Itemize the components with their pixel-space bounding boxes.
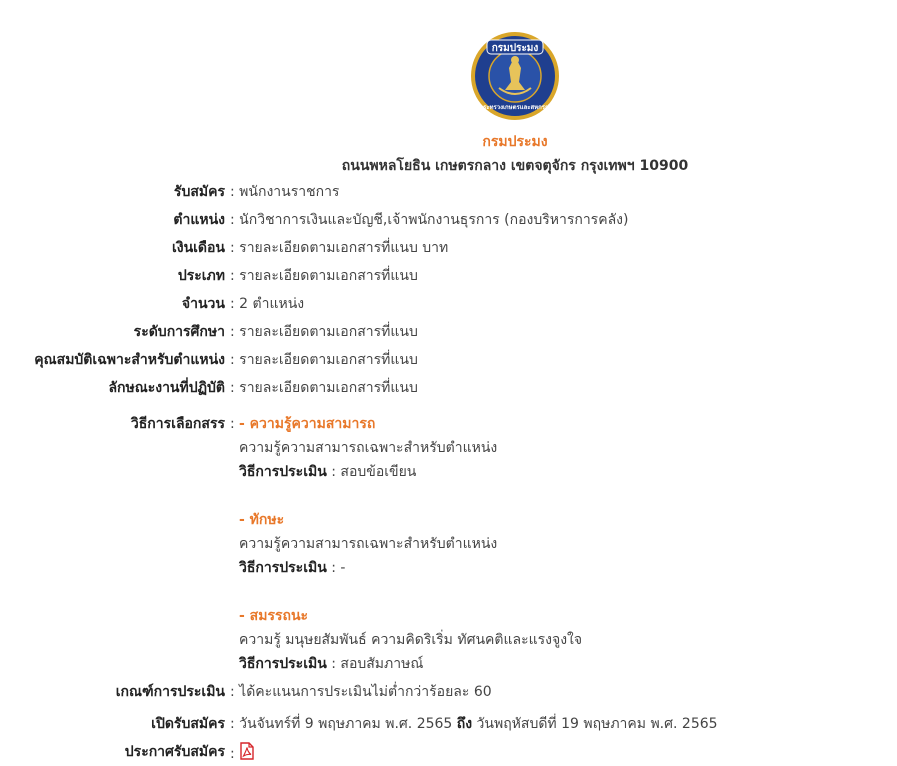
criteria-label: เกณฑ์การประเมิน: [115, 684, 225, 700]
separator: :: [230, 324, 240, 340]
assessment-method-label: วิธีการประเมิน: [239, 656, 327, 672]
application-period-row: [0, 714, 897, 734]
field-salary: [0, 238, 897, 258]
field-qualification-label: คุณสมบัติเฉพาะสำหรับตำแหน่ง: [34, 352, 225, 368]
field-salary-value: รายละเอียดตามเอกสารที่แนบ บาท: [239, 240, 449, 256]
field-education-label: ระดับการศึกษา: [133, 324, 225, 340]
selection-item-description: ความรู้ความสามารถเฉพาะสำหรับตำแหน่ง: [239, 440, 498, 456]
announcement-label: ประกาศรับสมัคร: [124, 744, 225, 760]
assessment-method-label: วิธีการประเมิน: [239, 464, 327, 480]
logo-seal: [469, 30, 561, 122]
separator: :: [230, 268, 240, 284]
separator: :: [230, 296, 240, 312]
selection-item-description: ความรู้ความสามารถเฉพาะสำหรับตำแหน่ง: [239, 536, 498, 552]
field-count-value: 2 ตำแหน่ง: [239, 296, 305, 312]
criteria-value: ได้คะแนนการประเมินไม่ต่ำกว่าร้อยละ 60: [239, 684, 492, 700]
announcement-row: [0, 742, 897, 762]
organization-name: กรมประมง: [482, 134, 548, 150]
field-recruit: [0, 182, 897, 202]
department-logo: [469, 30, 561, 122]
separator: :: [326, 656, 341, 672]
field-type-value: รายละเอียดตามเอกสารที่แนบ: [239, 268, 418, 284]
assessment-method-value: สอบสัมภาษณ์: [340, 656, 424, 672]
application-period-label: เปิดรับสมัคร: [151, 716, 225, 732]
pdf-icon[interactable]: [239, 742, 255, 766]
separator: :: [326, 464, 341, 480]
logo-ring-text: กระทรวงเกษตรและสหกรณ์: [479, 104, 551, 111]
field-position-value: นักวิชาการเงินและบัญชี,เจ้าพนักงานธุรการ (กองบริหารการคลัง): [239, 212, 629, 228]
field-count: [0, 294, 897, 314]
field-job-nature: [0, 378, 897, 398]
selection-item-title: - สมรรถนะ: [239, 608, 309, 624]
field-education-value: รายละเอียดตามเอกสารที่แนบ: [239, 324, 418, 340]
field-qualification-value: รายละเอียดตามเอกสารที่แนบ: [239, 352, 418, 368]
to-word: ถึง: [456, 716, 473, 732]
assessment-method-value: -: [340, 560, 346, 576]
assessment-method-label: วิธีการประเมิน: [239, 560, 327, 576]
field-job-nature-value: รายละเอียดตามเอกสารที่แนบ: [239, 380, 418, 396]
organization-address: ถนนพหลโยธิน เกษตรกลาง เขตจตุจักร กรุงเทพฯ 10900: [341, 158, 689, 174]
field-type: [0, 266, 897, 286]
separator: :: [230, 184, 240, 200]
separator: :: [230, 352, 240, 368]
selection-item: [239, 508, 497, 580]
separator: :: [230, 416, 235, 432]
selection-item-description: ความรู้ มนุษยสัมพันธ์ ความคิดริเริ่ม ทัศนคติและแรงจูงใจ: [239, 632, 583, 648]
assessment-method-value: สอบข้อเขียน: [340, 464, 417, 480]
field-position: [0, 210, 897, 230]
selection-item: [239, 412, 497, 484]
separator: :: [230, 240, 240, 256]
field-salary-label: เงินเดือน: [171, 240, 225, 256]
separator: :: [230, 380, 240, 396]
field-position-label: ตำแหน่ง: [173, 212, 225, 228]
selection-item-title: - ทักษะ: [239, 512, 285, 528]
selection-label: วิธีการเลือกสรร: [130, 416, 225, 432]
separator: :: [230, 716, 240, 732]
field-type-label: ประเภท: [177, 268, 225, 284]
field-recruit-value: พนักงานราชการ: [239, 184, 340, 200]
application-end-date: วันพฤหัสบดีที่ 19 พฤษภาคม พ.ศ. 2565: [476, 716, 718, 732]
field-education: [0, 322, 897, 342]
selection-item: [239, 604, 582, 676]
field-count-label: จำนวน: [181, 296, 225, 312]
field-qualification: [0, 350, 897, 370]
separator: :: [230, 684, 240, 700]
field-job-nature-label: ลักษณะงานที่ปฏิบัติ: [108, 380, 225, 396]
separator: :: [230, 212, 240, 228]
separator: :: [326, 560, 341, 576]
logo-top-text: กรมประมง: [491, 43, 539, 54]
selection-item-title: - ความรู้ความสามารถ: [239, 416, 376, 432]
application-start-date: วันจันทร์ที่ 9 พฤษภาคม พ.ศ. 2565: [239, 716, 453, 732]
separator: :: [230, 746, 240, 762]
criteria-row: [0, 682, 897, 702]
field-recruit-label: รับสมัคร: [173, 184, 225, 200]
